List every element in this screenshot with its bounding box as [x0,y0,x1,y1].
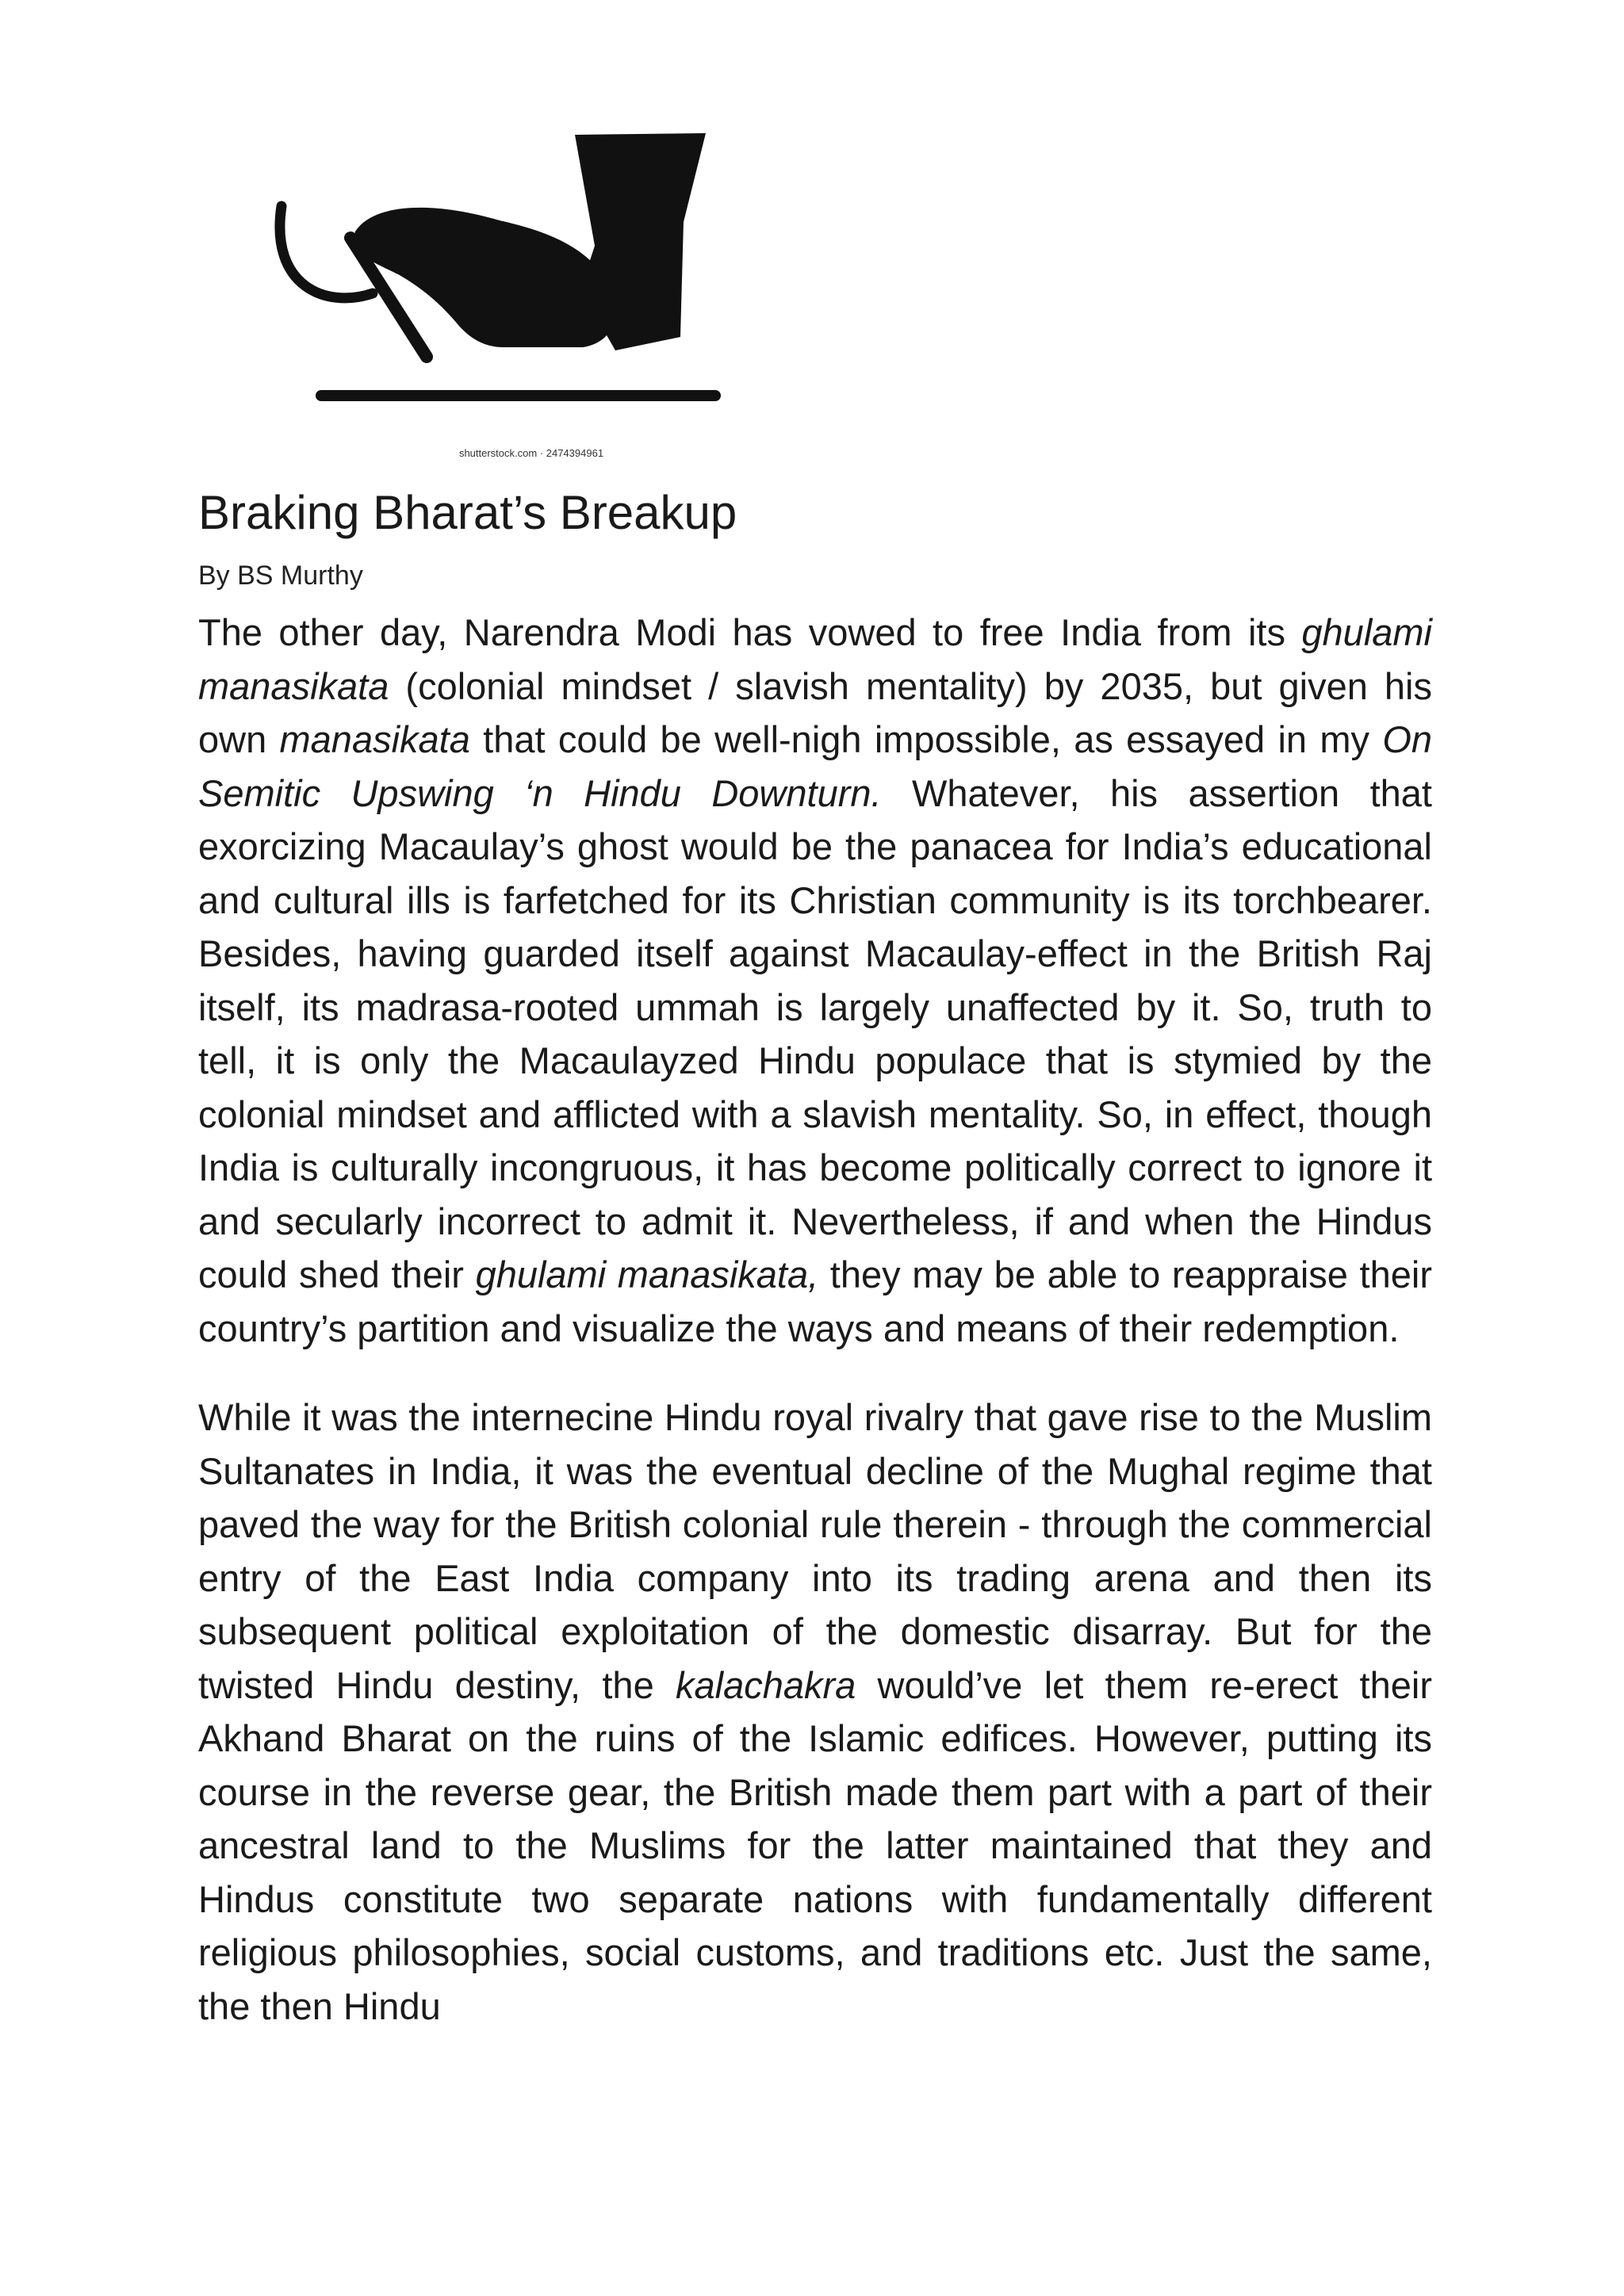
paragraph-2 [198,1391,1432,2033]
image-credit: shutterstock.com · 2474394961 [458,447,604,459]
italic-term: ghulami manasikata, [475,1253,819,1295]
text-run: While it was the internecine Hindu royal rivalry that gave rise to the Muslim Sultanates in India, it was the eventual decline of the Mughal regime that paved the way for the British colonial rule therein - through the commercial entry of the East India company into its trading arena and then its subsequent political exploitation of the domestic disarray. But for the twisted Hindu destiny, the [198,1396,1432,1706]
text-run: would’ve let them re-erect their Akhand Bharat on the ruins of the Islamic edifices. However, putting its course in the reverse gear, the British made them part with a part of their ancestral land to the Muslims for the latter maintained that they and Hindus constitute two separate nations with fundamentally different religious philosophies, social customs, and traditions etc. Just the same, the then Hindu [198,1663,1432,2027]
foot-on-brake-pedal-icon [262,127,769,444]
text-run: The other day, Narendra Modi has vowed to free India from its [198,611,1302,653]
article-byline: By BS Murthy [198,561,363,591]
italic-term: manasikata [279,718,470,760]
article [198,477,1432,2033]
text-run: that could be well-nigh impossible, as essayed in my [469,718,1383,760]
paragraph-1 [198,606,1432,1355]
text-run: Whatever, his assertion that exorcizing Macaulay’s ghost would be the panacea for India’s educational and cultural ills is farfetched for its Christian community is its torchbearer. Besides, having guarded itself against Macaulay-effect in the British Raj itself, its madrasa-rooted ummah is largely unaffected by it. So, truth to tell, it is only the Macaulayzed Hindu populace that is stymied by the colonial mindset and afflicted with a slavish mentality. So, in effect, though India is culturally incongruous, it has become politically correct to ignore it and secularly incorrect to admit it. Nevertheless, if and when the Hindus could shed their [198,771,1432,1295]
article-title: Braking Bharat’s Breakup [198,486,737,539]
italic-term: kalachakra [675,1663,856,1706]
text-run: they may be able to reappraise their country’s partition and visualize the ways and means of their redemption. [198,1253,1432,1349]
text-run: (colonial mindset / slavish mentality) by 2035, but given his own [198,664,1432,760]
book-title: On Semitic Upswing ‘n Hindu Downturn. [198,718,1433,814]
header-illustration [262,127,769,468]
italic-term: ghulami manasikata [198,611,1432,707]
article-body [198,606,1432,2033]
